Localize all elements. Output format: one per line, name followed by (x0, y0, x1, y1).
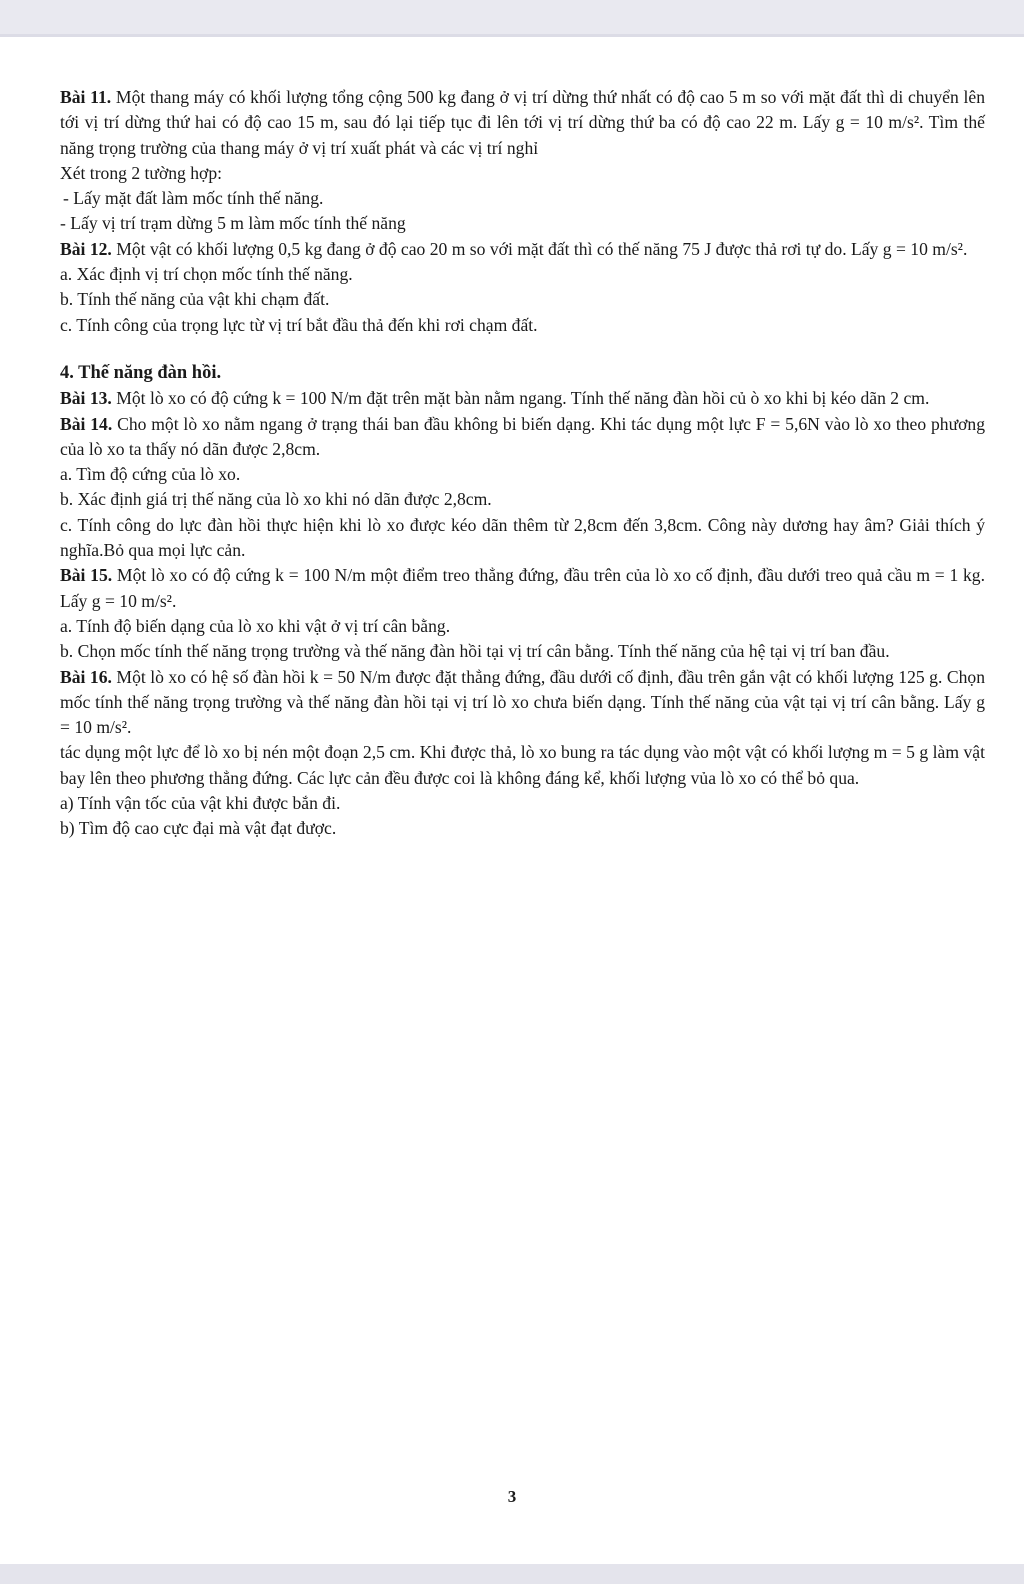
exercise-label: Bài 12. (60, 238, 112, 259)
top-band (0, 0, 1024, 34)
exercise-text: Một vật có khối lượng 0,5 kg đang ở độ cao 20 m so với mặt đất thì có thế năng 75 J được thả rơi tự do. Lấy g = 10 m/s². (111, 238, 968, 259)
page-number: 3 (507, 1487, 517, 1506)
section-heading: 4. Thế năng đàn hồi. (60, 362, 222, 383)
list-item: a. Tính độ biến dạng của lò xo khi vật ở vị trí cân bằng. (60, 615, 451, 636)
document-body (60, 85, 985, 842)
list-item: b. Chọn mốc tính thế năng trọng trường và thế năng đàn hồi tại vị trí cân bằng. Tính thế năng của hệ tại vị trí ban đầu. (60, 641, 890, 662)
exercise-11 (60, 85, 985, 161)
exercise-16 (60, 665, 985, 741)
list-item: b. Xác định giá trị thế năng của lò xo khi nó dãn được 2,8cm. (60, 489, 492, 510)
exercise-13 (60, 386, 985, 411)
list-item: c. Tính công của trọng lực từ vị trí bắt đầu thả đến khi rơi chạm đất. (60, 314, 538, 335)
exercise-text: Cho một lò xo nằm ngang ở trạng thái ban đầu không bi biến dạng. Khi tác dụng một lực F = 5,6N vào lò xo theo phương của lò xo ta thấy nó dãn được 2,8cm. (60, 413, 985, 459)
exercise-label: Bài 15. (60, 565, 113, 586)
paragraph: Xét trong 2 tường hợp: (60, 162, 223, 183)
exercise-text: Một lò xo có độ cứng k = 100 N/m đặt trên mặt bàn nằm ngang. Tính thế năng đàn hồi củ ò xo khi bị kéo dãn 2 cm. (111, 388, 930, 409)
exercise-text: Một thang máy có khối lượng tổng cộng 500 kg đang ở vị trí dừng thứ nhất có độ cao 5 m so với mặt đất thì di chuyển lên tới vị trí dừng thứ hai có độ cao 15 m, sau đó lại tiếp tục đi lên tới vị trí dừng thứ ba có độ cao 22 m. Lấy g = 10 m/s². Tìm thế năng trọng trường của thang máy ở vị trí xuất phát và các vị trí nghỉ (60, 87, 985, 158)
exercise-12 (60, 237, 985, 262)
exercise-14 (60, 412, 985, 463)
exercise-text: Một lò xo có độ cứng k = 100 N/m một điểm treo thẳng đứng, đầu trên của lò xo cố định, đầu dưới treo quả cầu m = 1 kg. Lấy g = 10 m/s². (60, 565, 986, 611)
list-item: a. Tìm độ cứng của lò xo. (60, 464, 241, 485)
list-item: c. Tính công do lực đàn hồi thực hiện khi lò xo được kéo dãn thêm từ 2,8cm đến 3,8cm. Công này dương hay âm? Giải thích ý nghĩa.Bỏ qua mọi lực cản. (60, 514, 985, 561)
exercise-label: Bài 11. (60, 87, 112, 107)
exercise-label: Bài 13. (60, 388, 112, 409)
bottom-band (0, 1564, 1024, 1584)
exercise-label: Bài 16. (60, 666, 112, 687)
list-item: - Lấy mặt đất làm mốc tính thế năng. (63, 188, 324, 209)
list-item: b) Tìm độ cao cực đại mà vật đạt được. (60, 818, 337, 839)
exercise-text: Một lò xo có hệ số đàn hồi k = 50 N/m được đặt thẳng đứng, đầu dưới cố định, đầu trên gắn vật có khối lượng 125 g. Chọn mốc tính thế năng trọng trường và thế năng đàn hồi tại vị trí lò xo chưa biến dạng. Tính thế năng của vật tại vị trí cân bằng. Lấy g = 10 m/s². (60, 666, 985, 738)
exercise-label: Bài 14. (60, 413, 113, 434)
list-item: a) Tính vận tốc của vật khi được bắn đi. (60, 793, 341, 814)
document-page (0, 37, 1024, 1564)
list-item: b. Tính thế năng của vật khi chạm đất. (60, 289, 330, 310)
list-item: - Lấy vị trí trạm dừng 5 m làm mốc tính thế năng (60, 213, 406, 234)
paragraph: tác dụng một lực để lò xo bị nén một đoạn 2,5 cm. Khi được thả, lò xo bung ra tác dụng vào một vật có khối lượng m = 5 g làm vật bay lên theo phương thẳng đứng. Các lực cản đều được coi là không đáng kể, khối lượng vủa lò xo có thể bỏ qua. (60, 742, 985, 788)
exercise-15 (60, 563, 985, 614)
list-item: a. Xác định vị trí chọn mốc tính thế năng. (60, 264, 353, 285)
